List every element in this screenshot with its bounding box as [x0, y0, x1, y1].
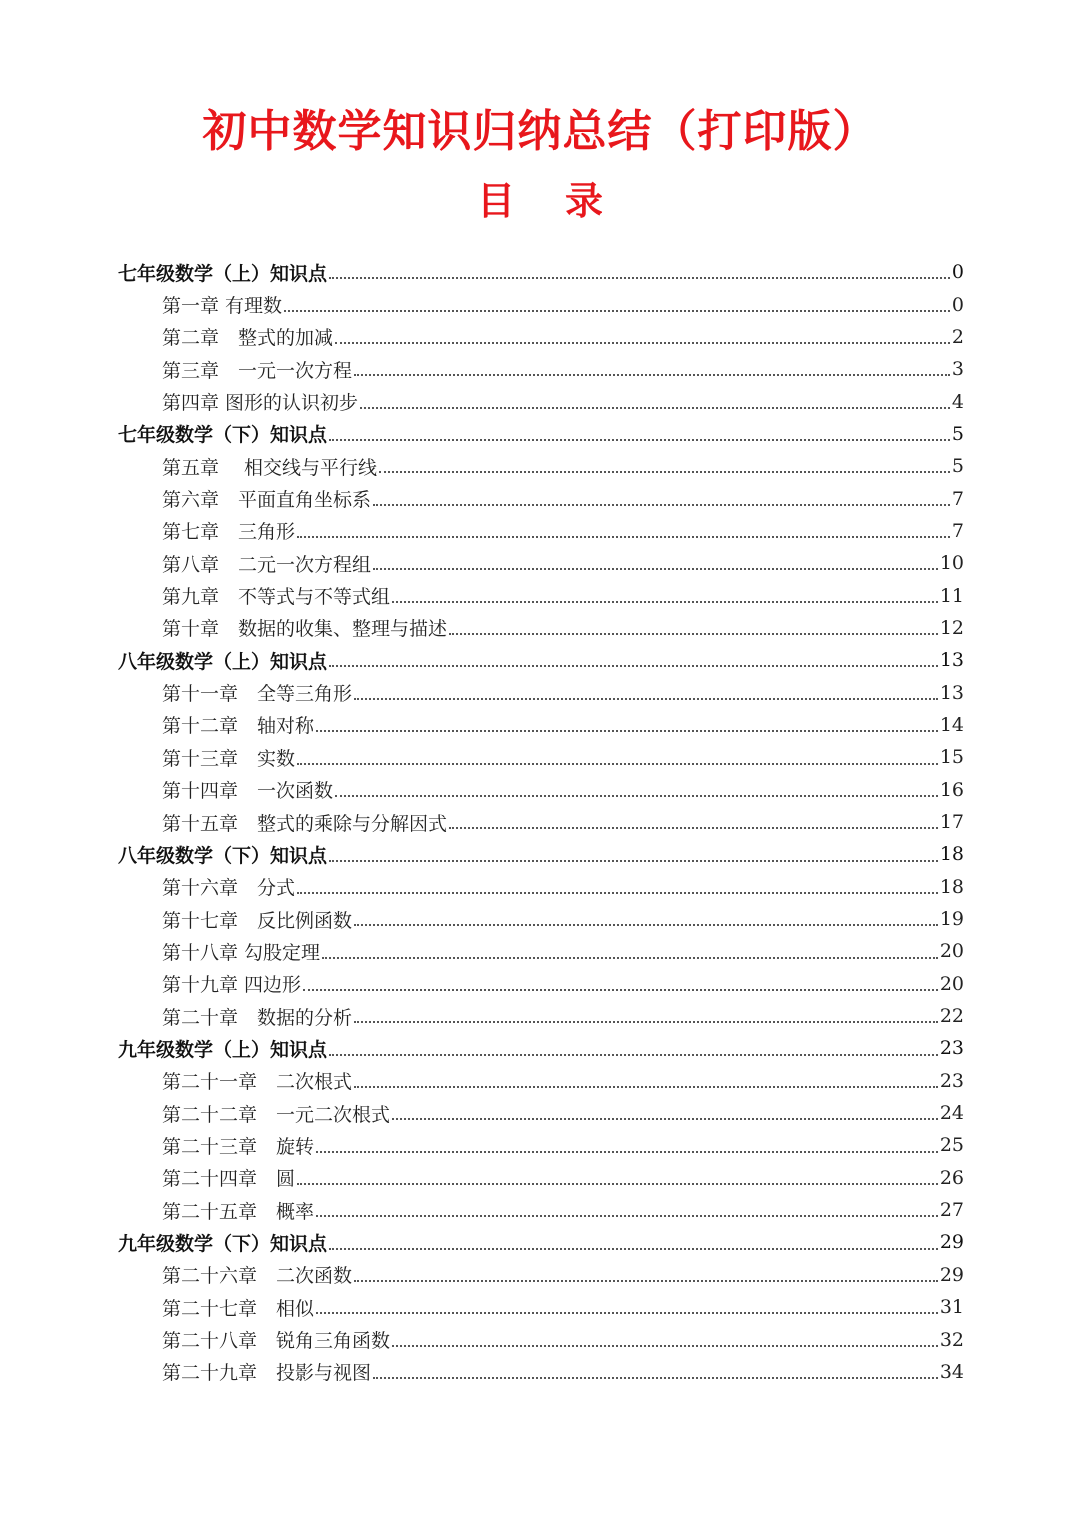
toc-entry-page-number: 5 [951, 422, 964, 445]
toc-entry-page-number: 15 [939, 746, 964, 769]
toc-dot-leader [449, 827, 938, 829]
toc-dot-leader [316, 730, 938, 732]
toc-entry-page-number: 14 [939, 713, 964, 736]
toc-entry-label: 七年级数学（上）知识点 [118, 262, 328, 285]
toc-dot-leader [322, 957, 938, 959]
toc-entry-page-number: 10 [939, 552, 964, 575]
toc-entry-label: 第十五章 整式的乘除与分解因式 [162, 812, 448, 835]
toc-entry-label: 九年级数学（下）知识点 [118, 1232, 328, 1255]
toc-entry-page-number: 29 [939, 1231, 964, 1254]
toc-chapter-entry[interactable] [118, 1194, 964, 1226]
toc-entry-label: 第二十一章 二次根式 [162, 1071, 353, 1094]
toc-entry-page-number: 4 [951, 390, 964, 413]
toc-entry-label: 九年级数学（上）知识点 [118, 1038, 328, 1061]
toc-entry-page-number: 7 [951, 487, 964, 510]
toc-dot-leader [297, 892, 938, 894]
toc-chapter-entry[interactable] [118, 547, 964, 579]
toc-entry-page-number: 17 [939, 811, 964, 834]
toc-dot-leader [335, 795, 938, 797]
toc-entry-page-number: 12 [939, 616, 964, 639]
toc-dot-leader [373, 504, 950, 506]
toc-dot-leader [392, 601, 938, 603]
toc-entry-label: 八年级数学（上）知识点 [118, 650, 328, 673]
toc-chapter-entry[interactable] [118, 1097, 964, 1129]
toc-entry-page-number: 25 [939, 1134, 964, 1157]
toc-entry-page-number: 34 [939, 1360, 964, 1383]
toc-dot-leader [354, 1086, 938, 1088]
toc-heading: 目录 [476, 179, 653, 223]
toc-entry-label: 第五章 相交线与平行线 [162, 456, 378, 479]
toc-dot-leader [329, 1054, 938, 1056]
toc-chapter-entry[interactable] [118, 968, 964, 1000]
toc-entry-page-number: 0 [951, 293, 964, 316]
toc-dot-leader [297, 536, 950, 538]
toc-entry-label: 第一章 有理数 [162, 295, 283, 318]
toc-chapter-entry[interactable] [118, 774, 964, 806]
toc-chapter-entry[interactable] [118, 385, 964, 417]
toc-entry-page-number: 32 [939, 1328, 964, 1351]
toc-entry-page-number: 20 [939, 972, 964, 995]
toc-section-entry[interactable] [118, 1032, 964, 1064]
toc-entry-page-number: 0 [951, 261, 964, 284]
toc-entry-page-number: 19 [939, 908, 964, 931]
toc-entry-label: 第十七章 反比例函数 [162, 909, 353, 932]
toc-chapter-entry[interactable] [118, 1356, 964, 1388]
toc-chapter-entry[interactable] [118, 353, 964, 385]
toc-entry-page-number: 11 [939, 584, 964, 607]
toc-chapter-entry[interactable] [118, 709, 964, 741]
document-title: 初中数学知识归纳总结（打印版） [202, 106, 878, 157]
toc-entry-label: 第十九章 四边形 [162, 974, 302, 997]
toc-dot-leader [354, 698, 938, 700]
toc-chapter-entry[interactable] [118, 1291, 964, 1323]
toc-entry-label: 第十八章 勾股定理 [162, 941, 321, 964]
toc-entry-page-number: 16 [939, 778, 964, 801]
toc-chapter-entry[interactable] [118, 1259, 964, 1291]
toc-entry-label: 第二十六章 二次函数 [162, 1265, 353, 1288]
toc-entry-label: 第十二章 轴对称 [162, 715, 315, 738]
toc-dot-leader [354, 924, 938, 926]
toc-entry-label: 第十四章 一次函数 [162, 780, 334, 803]
toc-chapter-entry[interactable] [118, 450, 964, 482]
toc-section-entry[interactable] [118, 1226, 964, 1258]
toc-entry-page-number: 18 [939, 875, 964, 898]
toc-dot-leader [329, 860, 938, 862]
toc-entry-label: 第二章 整式的加减 [162, 327, 334, 350]
toc-dot-leader [354, 1021, 938, 1023]
toc-chapter-entry[interactable] [118, 482, 964, 514]
toc-entry-page-number: 7 [951, 519, 964, 542]
toc-chapter-entry[interactable] [118, 741, 964, 773]
toc-chapter-entry[interactable] [118, 806, 964, 838]
toc-dot-leader [354, 1280, 938, 1282]
toc-dot-leader [329, 665, 938, 667]
toc-chapter-entry[interactable] [118, 1323, 964, 1355]
toc-section-entry[interactable] [118, 838, 964, 870]
table-of-contents [118, 256, 964, 1388]
toc-entry-label: 第十三章 实数 [162, 747, 296, 770]
toc-dot-leader [329, 439, 950, 441]
toc-entry-label: 第二十八章 锐角三角函数 [162, 1330, 391, 1353]
toc-dot-leader [329, 1248, 938, 1250]
toc-entry-page-number: 2 [951, 325, 964, 348]
toc-chapter-entry[interactable] [118, 1065, 964, 1097]
toc-chapter-entry[interactable] [118, 935, 964, 967]
toc-entry-page-number: 13 [939, 649, 964, 672]
toc-chapter-entry[interactable] [118, 1162, 964, 1194]
toc-entry-page-number: 13 [939, 681, 964, 704]
toc-entry-label: 第十一章 全等三角形 [162, 683, 353, 706]
toc-entry-label: 第十六章 分式 [162, 877, 296, 900]
toc-chapter-entry[interactable] [118, 321, 964, 353]
toc-dot-leader [392, 1118, 938, 1120]
toc-dot-leader [335, 342, 950, 344]
toc-entry-page-number: 26 [939, 1166, 964, 1189]
toc-entry-label: 第四章 图形的认识初步 [162, 392, 359, 415]
toc-dot-leader [379, 471, 950, 473]
toc-section-entry[interactable] [118, 644, 964, 676]
toc-dot-leader [373, 568, 938, 570]
toc-dot-leader [449, 633, 938, 635]
toc-entry-page-number: 5 [951, 455, 964, 478]
toc-dot-leader [392, 1345, 938, 1347]
toc-entry-label: 第二十七章 相似 [162, 1297, 315, 1320]
toc-dot-leader [329, 277, 950, 279]
toc-entry-page-number: 27 [939, 1199, 964, 1222]
toc-dot-leader [316, 1215, 938, 1217]
toc-entry-label: 第二十五章 概率 [162, 1200, 315, 1223]
toc-entry-page-number: 20 [939, 940, 964, 963]
toc-dot-leader [284, 310, 950, 312]
toc-entry-page-number: 31 [939, 1296, 964, 1319]
toc-chapter-entry[interactable] [118, 903, 964, 935]
toc-chapter-entry[interactable] [118, 612, 964, 644]
toc-chapter-entry[interactable] [118, 579, 964, 611]
toc-entry-label: 第二十二章 一元二次根式 [162, 1103, 391, 1126]
toc-entry-label: 第二十四章 圆 [162, 1168, 296, 1191]
toc-chapter-entry[interactable] [118, 676, 964, 708]
toc-entry-label: 七年级数学（下）知识点 [118, 424, 328, 447]
toc-chapter-entry[interactable] [118, 1000, 964, 1032]
toc-chapter-entry[interactable] [118, 515, 964, 547]
toc-chapter-entry[interactable] [118, 1129, 964, 1161]
toc-dot-leader [316, 1312, 938, 1314]
toc-entry-page-number: 23 [939, 1069, 964, 1092]
toc-entry-page-number: 23 [939, 1037, 964, 1060]
toc-entry-page-number: 18 [939, 843, 964, 866]
toc-dot-leader [316, 1151, 938, 1153]
toc-entry-label: 八年级数学（下）知识点 [118, 844, 328, 867]
toc-dot-leader [303, 989, 938, 991]
toc-entry-label: 第七章 三角形 [162, 521, 296, 544]
toc-entry-page-number: 29 [939, 1263, 964, 1286]
toc-entry-page-number: 3 [951, 358, 964, 381]
toc-entry-page-number: 22 [939, 1005, 964, 1028]
toc-dot-leader [354, 374, 950, 376]
toc-section-entry[interactable] [118, 256, 964, 288]
toc-entry-label: 第三章 一元一次方程 [162, 359, 353, 382]
toc-entry-page-number: 24 [939, 1102, 964, 1125]
toc-dot-leader [360, 407, 950, 409]
toc-section-entry[interactable] [118, 418, 964, 450]
toc-dot-leader [297, 1183, 938, 1185]
toc-chapter-entry[interactable] [118, 288, 964, 320]
toc-entry-label: 第八章 二元一次方程组 [162, 553, 372, 576]
toc-entry-label: 第十章 数据的收集、整理与描述 [162, 618, 448, 641]
toc-entry-label: 第二十三章 旋转 [162, 1135, 315, 1158]
toc-entry-label: 第九章 不等式与不等式组 [162, 586, 391, 609]
toc-entry-label: 第二十章 数据的分析 [162, 1006, 353, 1029]
toc-dot-leader [373, 1377, 938, 1379]
toc-chapter-entry[interactable] [118, 871, 964, 903]
toc-dot-leader [297, 763, 938, 765]
toc-entry-label: 第六章 平面直角坐标系 [162, 489, 372, 512]
toc-entry-label: 第二十九章 投影与视图 [162, 1362, 372, 1385]
